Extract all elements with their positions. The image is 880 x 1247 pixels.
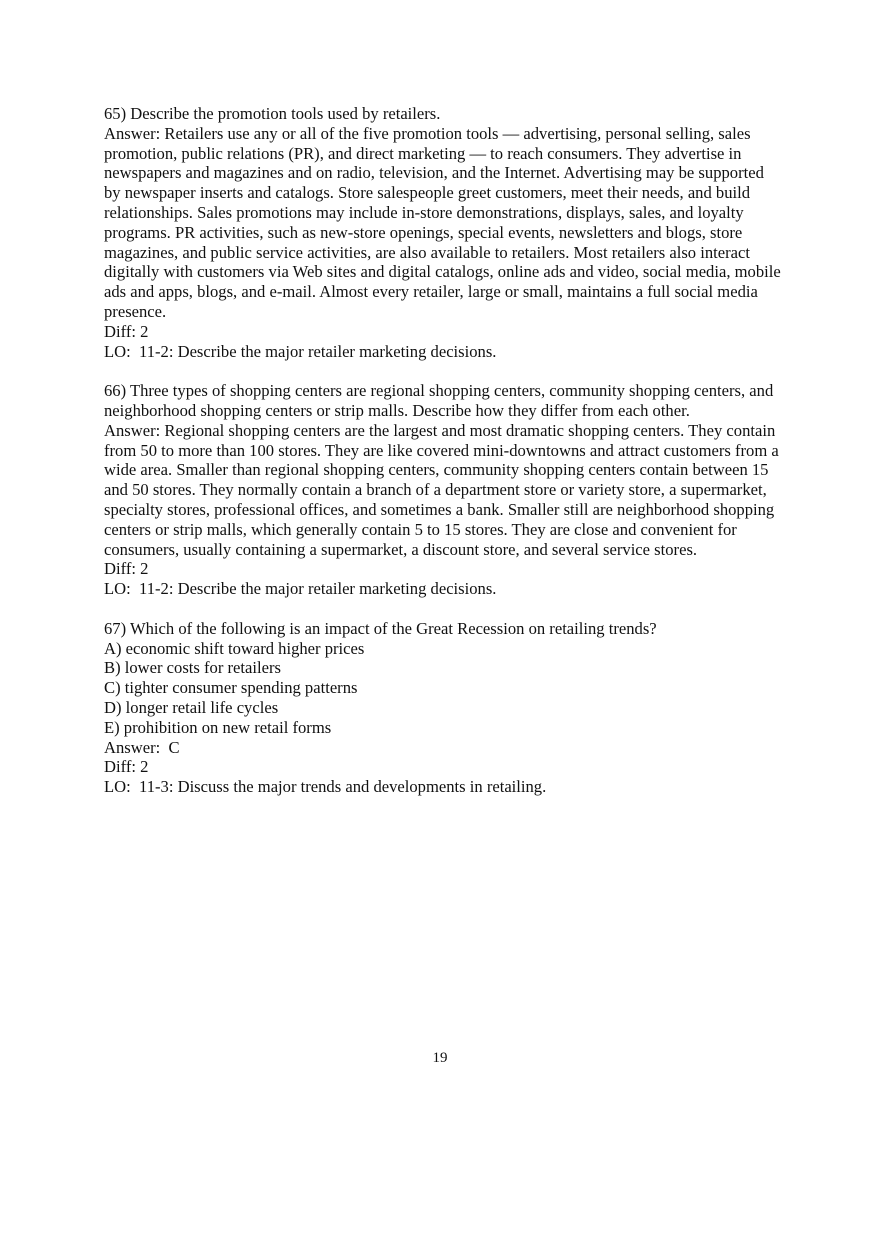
learning-objective: LO: 11-2: Describe the major retailer marketing decisions. [104, 579, 497, 599]
question-67 [104, 619, 784, 797]
question-65 [104, 104, 784, 361]
document-page [104, 104, 784, 817]
answer-text: Answer: Regional shopping centers are the largest and most dramatic shopping centers. They contain from 50 to more than 100 stores. They are like covered mini-downtowns and attract customers from a wide area. Smaller than regional shopping centers, community shopping centers contain between 15 and 50 stores. They normally contain a branch of a department store or variety store, a supermarket, specialty stores, professional offices, and sometimes a bank. Smaller still are neighborhood shopping centers or strip malls, which generally contain 5 to 15 stores. They are close and convenient for consumers, usually containing a supermarket, a discount store, and several service stores. [104, 420, 779, 559]
answer-option-c: C) tighter consumer spending patterns [104, 678, 358, 698]
difficulty-label: Diff: 2 [104, 757, 149, 777]
page-number: 19 [432, 1050, 448, 1066]
question-66 [104, 381, 784, 599]
question-prompt: 66) Three types of shopping centers are regional shopping centers, community shopping centers, and neighborhood shopping centers or strip malls. Describe how they differ from each other. [104, 381, 774, 420]
answer-text: Answer: Retailers use any or all of the five promotion tools — advertising, personal selling, sales promotion, public relations (PR), and direct marketing — to reach consumers. They advertise in newspapers and magazines and on radio, television, and the Internet. Advertising may be supported by newspaper inserts and catalogs. Store salespeople greet customers, meet their needs, and build relationships. Sales promotions may include in-store demonstrations, displays, sales, and loyalty programs. PR activities, such as new-store openings, special events, newsletters and blogs, store magazines, and public service activities, are also available to retailers. Most retailers also interact digitally with customers via Web sites and digital catalogs, online ads and video, social media, mobile ads and apps, blogs, and e-mail. Almost every retailer, large or small, maintains a full social media presence. [104, 123, 781, 321]
answer-option-a: A) economic shift toward higher prices [104, 638, 365, 658]
question-prompt: 65) Describe the promotion tools used by retailers. [104, 104, 441, 123]
question-prompt: 67) Which of the following is an impact of the Great Recession on retailing trends? [104, 618, 657, 638]
difficulty-label: Diff: 2 [104, 559, 149, 579]
difficulty-label: Diff: 2 [104, 321, 149, 341]
answer-option-e: E) prohibition on new retail forms [104, 717, 332, 737]
learning-objective: LO: 11-3: Discuss the major trends and developments in retailing. [104, 777, 547, 797]
answer-option-d: D) longer retail life cycles [104, 697, 279, 717]
answer-key: Answer: C [104, 737, 180, 757]
learning-objective: LO: 11-2: Describe the major retailer marketing decisions. [104, 341, 497, 361]
answer-option-b: B) lower costs for retailers [104, 658, 281, 678]
